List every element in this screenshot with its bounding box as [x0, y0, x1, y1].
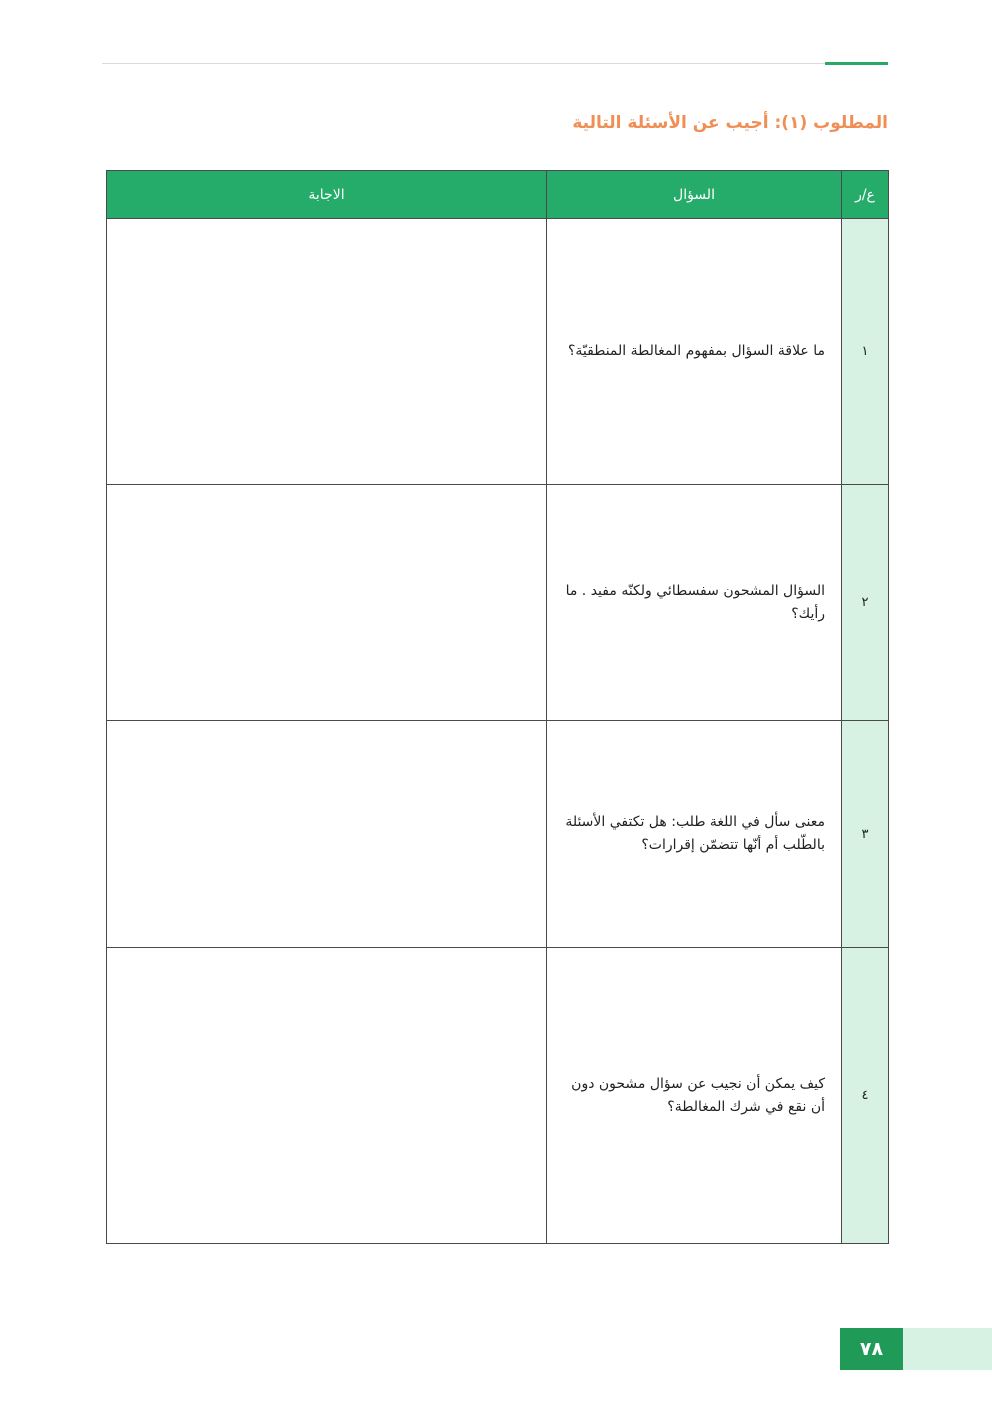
questions-table: [106, 170, 889, 1244]
table-header-row: [107, 171, 889, 219]
answer-field[interactable]: [107, 485, 547, 721]
row-number: ٤: [842, 948, 889, 1244]
answer-field[interactable]: [107, 948, 547, 1244]
question-text: كيف يمكن أن نجيب عن سؤال مشحون دون أن نقع في شرك المغالطة؟: [547, 948, 842, 1244]
table-row: [107, 948, 889, 1244]
question-text: السؤال المشحون سفسطائي ولكنّه مفيد . ما رأيك؟: [547, 485, 842, 721]
table-row: [107, 219, 889, 485]
header-question: السؤال: [547, 171, 842, 219]
table-row: [107, 721, 889, 948]
question-text: ما علاقة السؤال بمفهوم المغالطة المنطقيّة؟: [547, 219, 842, 485]
header-num: ع/ر: [842, 171, 889, 219]
exercise-heading: المطلوب (١): أجيب عن الأسئلة التالية: [572, 113, 888, 133]
page-number: ٧٨: [840, 1328, 903, 1370]
top-divider: [102, 63, 888, 64]
table-row: [107, 485, 889, 721]
answer-field[interactable]: [107, 721, 547, 948]
footer-band: [903, 1328, 992, 1370]
top-accent-bar: [825, 62, 888, 65]
row-number: ٣: [842, 721, 889, 948]
question-text: معنى سأل في اللغة طلب: هل تكتفي الأسئلة بالطّلب أم أنّها تتضمّن إقرارات؟: [547, 721, 842, 948]
row-number: ٢: [842, 485, 889, 721]
row-number: ١: [842, 219, 889, 485]
answer-field[interactable]: [107, 219, 547, 485]
header-answer: الاجابة: [107, 171, 547, 219]
